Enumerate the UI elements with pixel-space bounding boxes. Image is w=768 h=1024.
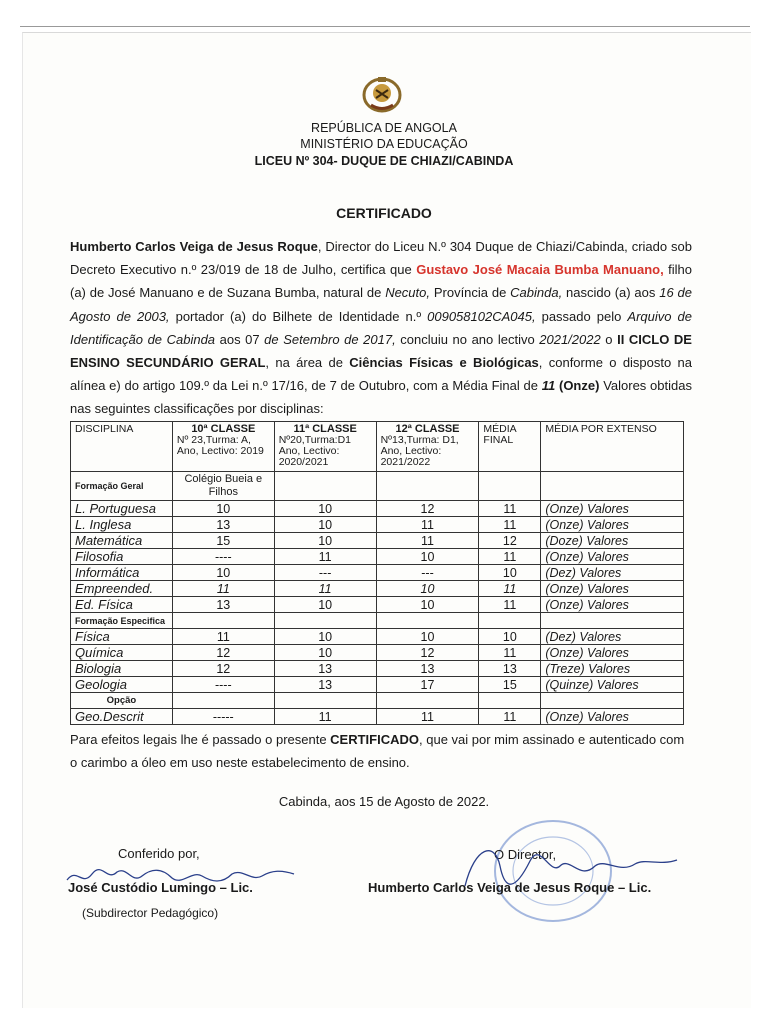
empty-cell — [541, 693, 684, 709]
subject-cell: Geo.Descrit — [71, 709, 173, 725]
header-school: LICEU Nº 304- DUQUE DE CHIAZI/CABINDA — [254, 154, 514, 168]
body-text-12: Valores obtidas nas seguintes classificações por disciplinas: — [70, 378, 692, 417]
average-words-cell: (Onze) Valores — [541, 645, 684, 661]
grade-11-cell: 10 — [274, 629, 376, 645]
header-class-10 — [172, 422, 274, 472]
average-words-cell: (Quinze) Valores — [541, 677, 684, 693]
study-area: Ciências Físicas e Biológicas — [349, 355, 539, 371]
grade-10-cell: 15 — [172, 533, 274, 549]
archive-name: Arquivo de Identificação de Cabinda — [70, 308, 692, 347]
grade-12-cell: 12 — [376, 645, 479, 661]
conferido-label: Conferido por, — [118, 846, 200, 861]
table-row — [71, 677, 684, 693]
body-text-4: nascido (a) aos — [562, 285, 660, 301]
section-row-especifica — [71, 613, 684, 629]
table-row — [71, 629, 684, 645]
grade-10-cell: ---- — [172, 677, 274, 693]
average-words-cell: (Doze) Valores — [541, 533, 684, 549]
header-discipline: DISCIPLINA — [71, 422, 173, 472]
school-name-10: Colégio Bueia e Filhos — [172, 472, 274, 501]
closing-cert-word: CERTIFICADO — [330, 732, 420, 747]
empty-cell — [541, 472, 684, 501]
grade-12-cell: 10 — [376, 581, 479, 597]
grade-10-cell: 12 — [172, 661, 274, 677]
table-row — [71, 581, 684, 597]
final-average-cell: 11 — [479, 549, 541, 565]
body-text-1: , Director do Liceu N.º 304 Duque de Chiazi/Cabinda, criado sob Decreto Executivo n.º 23/019 de 18 de Julho, certifica que — [70, 239, 692, 278]
average-words-cell: (Dez) Valores — [541, 629, 684, 645]
grade-10-cell: 10 — [172, 501, 274, 517]
subject-cell: Informática — [71, 565, 173, 581]
id-number: 009058102CA045, — [427, 308, 536, 324]
empty-cell — [274, 693, 376, 709]
final-average-cell: 11 — [479, 581, 541, 597]
body-text-3: Província de — [430, 285, 511, 301]
empty-cell — [172, 693, 274, 709]
empty-cell — [274, 472, 376, 501]
class-10-info: Nº 23,Turma: A, Ano, Lectivo: 2019 — [176, 434, 264, 457]
grade-12-cell: 13 — [376, 661, 479, 677]
date-line: Cabinda, aos 15 de Agosto de 2022. — [278, 794, 490, 809]
birthdate: 16 de Agosto de 2003, — [70, 285, 692, 324]
section-row-geral — [71, 472, 684, 501]
director-name: Humberto Carlos Veiga de Jesus Roque — [70, 239, 318, 254]
grade-10-cell: 13 — [172, 597, 274, 613]
student-name: Gustavo José Macaia Bumba Manuano, — [416, 262, 664, 278]
class-10-title: 10ª CLASSE — [191, 423, 256, 435]
closing-text-2: , que vai por mim assinado e autenticado com o carimbo a óleo em uso neste estabelecimento de ensino. — [70, 732, 685, 770]
empty-cell — [376, 472, 479, 501]
grade-10-cell: 11 — [172, 581, 274, 597]
grade-10-cell: ---- — [172, 549, 274, 565]
grade-10-cell: ----- — [172, 709, 274, 725]
grade-10-cell: 11 — [172, 629, 274, 645]
grade-11-cell: 10 — [274, 597, 376, 613]
grade-11-cell: 13 — [274, 661, 376, 677]
grade-11-cell: 11 — [274, 549, 376, 565]
class-11-title: 11ª CLASSE — [293, 423, 357, 435]
final-grade-word: (Onze) — [558, 378, 600, 394]
class-11-info: Nº20,Turma:D1 Ano, Lectivo: 2020/2021 — [278, 434, 352, 468]
header-final-average: MÉDIA FINAL — [479, 422, 541, 472]
subdirector-role: (Subdirector Pedagógico) — [82, 906, 219, 920]
body-text-10: , na área de — [265, 355, 350, 371]
table-header-row — [71, 422, 684, 472]
section-label-geral: Formação Geral — [71, 472, 173, 501]
certificate-body — [70, 235, 692, 421]
school-year: 2021/2022 — [539, 331, 601, 347]
header-ministry: MINISTÉRIO DA EDUCAÇÃO — [300, 137, 468, 151]
table-row — [71, 565, 684, 581]
class-12-title: 12ª CLASSE — [395, 423, 460, 435]
body-text-7: aos 07 — [215, 331, 265, 347]
subdirector-name: José Custódio Lumingo – Lic. — [68, 880, 253, 895]
subject-cell: Empreended. — [71, 581, 173, 597]
subject-cell: L. Inglesa — [71, 517, 173, 533]
section-label-opcao: Opção — [71, 693, 173, 709]
subject-cell: Geologia — [71, 677, 173, 693]
empty-cell — [479, 472, 541, 501]
grade-12-cell: 10 — [376, 597, 479, 613]
page-edge-line — [20, 26, 750, 27]
province: Cabinda, — [510, 285, 563, 301]
grade-11-cell: 11 — [274, 709, 376, 725]
final-average-cell: 11 — [479, 709, 541, 725]
table-row — [71, 709, 684, 725]
body-text-8: concluiu no ano lectivo — [395, 331, 540, 347]
empty-cell — [376, 693, 479, 709]
grade-12-cell: --- — [376, 565, 479, 581]
section-label-especifica: Formação Especifica — [71, 613, 173, 629]
grade-11-cell: 10 — [274, 517, 376, 533]
grade-10-cell: 12 — [172, 645, 274, 661]
table-row — [71, 533, 684, 549]
grade-11-cell: 11 — [274, 581, 376, 597]
grade-10-cell: 10 — [172, 565, 274, 581]
grade-12-cell: 12 — [376, 501, 479, 517]
empty-cell — [479, 693, 541, 709]
subject-cell: Matemática — [71, 533, 173, 549]
average-words-cell: (Onze) Valores — [541, 581, 684, 597]
section-row-opcao — [71, 693, 684, 709]
final-average-cell: 11 — [479, 645, 541, 661]
grade-12-cell: 10 — [376, 629, 479, 645]
average-words-cell: (Dez) Valores — [541, 565, 684, 581]
grade-12-cell: 10 — [376, 549, 479, 565]
header-class-11 — [274, 422, 376, 472]
empty-cell — [172, 613, 274, 629]
grade-12-cell: 11 — [376, 709, 479, 725]
final-average-cell: 11 — [479, 501, 541, 517]
empty-cell — [274, 613, 376, 629]
grade-11-cell: --- — [274, 565, 376, 581]
grade-11-cell: 13 — [274, 677, 376, 693]
final-average-cell: 13 — [479, 661, 541, 677]
average-words-cell: (Onze) Valores — [541, 709, 684, 725]
subject-cell: Filosofia — [71, 549, 173, 565]
grade-12-cell: 11 — [376, 517, 479, 533]
grades-table — [70, 421, 684, 725]
table-row — [71, 517, 684, 533]
subject-cell: Física — [71, 629, 173, 645]
table-row — [71, 661, 684, 677]
birthplace: Necuto, — [385, 285, 430, 301]
grade-11-cell: 10 — [274, 533, 376, 549]
final-average-cell: 12 — [479, 533, 541, 549]
angola-emblem-icon — [357, 74, 407, 114]
body-text-2: filho (a) de José Manuano e de Suzana Bumba, natural de — [70, 262, 692, 301]
empty-cell — [479, 613, 541, 629]
grade-12-cell: 17 — [376, 677, 479, 693]
average-words-cell: (Onze) Valores — [541, 597, 684, 613]
empty-cell — [541, 613, 684, 629]
body-text-5: portador (a) do Bilhete de Identidade n.º — [169, 308, 428, 324]
grade-11-cell: 10 — [274, 645, 376, 661]
class-12-info: Nº13,Turma: D1, Ano, Lectivo: 2021/2022 — [380, 434, 459, 468]
average-words-cell: (Treze) Valores — [541, 661, 684, 677]
director-name-signature: Humberto Carlos Veiga de Jesus Roque – Lic. — [368, 880, 652, 895]
table-row — [71, 645, 684, 661]
average-words-cell: (Onze) Valores — [541, 517, 684, 533]
header-average-words: MÉDIA POR EXTENSO — [541, 422, 684, 472]
table-row — [71, 549, 684, 565]
body-text-6: passado pelo — [535, 308, 628, 324]
grade-10-cell: 13 — [172, 517, 274, 533]
closing-text-1: Para efeitos legais lhe é passado o presente — [70, 732, 331, 747]
final-average-cell: 10 — [479, 629, 541, 645]
grade-11-cell: 10 — [274, 501, 376, 517]
subject-cell: L. Portuguesa — [71, 501, 173, 517]
body-text-9: o — [600, 331, 618, 347]
document-title: CERTIFICADO — [336, 205, 432, 221]
subject-cell: Ed. Física — [71, 597, 173, 613]
table-row — [71, 501, 684, 517]
final-grade: 11 — [541, 378, 556, 394]
body-text-11: , conforme o disposto na alínea e) do artigo 109.º da Lei n.º 17/16, de 7 de Outubro, com a Média Final de — [70, 355, 693, 394]
grade-12-cell: 11 — [376, 533, 479, 549]
issue-date: de Setembro de 2017, — [264, 331, 396, 347]
closing-paragraph — [70, 728, 692, 774]
final-average-cell: 10 — [479, 565, 541, 581]
cycle-name: II CICLO DE ENSINO SECUNDÁRIO GERAL — [70, 331, 692, 371]
final-average-cell: 11 — [479, 597, 541, 613]
header-class-12 — [376, 422, 479, 472]
header-republic: REPÚBLICA DE ANGOLA — [311, 121, 457, 135]
final-average-cell: 15 — [479, 677, 541, 693]
subject-cell: Química — [71, 645, 173, 661]
average-words-cell: (Onze) Valores — [541, 501, 684, 517]
table-row — [71, 597, 684, 613]
director-title: O Director, — [494, 847, 557, 862]
subject-cell: Biologia — [71, 661, 173, 677]
final-average-cell: 11 — [479, 517, 541, 533]
empty-cell — [376, 613, 479, 629]
average-words-cell: (Onze) Valores — [541, 549, 684, 565]
